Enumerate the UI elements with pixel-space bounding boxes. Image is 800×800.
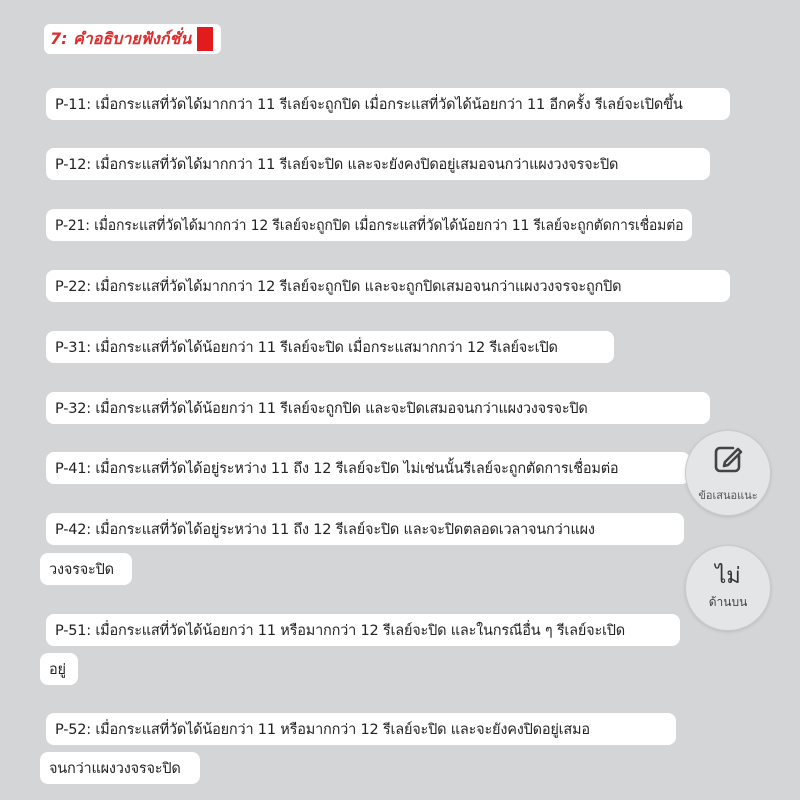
function-item-p41 (46, 452, 690, 484)
feedback-label: ข้อเสนอแนะ (698, 489, 758, 502)
function-text: P-31: เมื่อกระแสที่วัดได้น้อยกว่า 11 รีเลย์จะปิด เมื่อกระแสมากกว่า 12 รีเลย์จะเปิด (55, 339, 558, 356)
function-text: P-52: เมื่อกระแสที่วัดได้น้อยกว่า 11 หรือมากกว่า 12 รีเลย์จะปิด และจะยังคงปิดอยู่เสมอ (55, 721, 590, 738)
function-item-p12 (46, 148, 710, 180)
back-to-top-label: ด้านบน (708, 594, 748, 609)
function-item-p11 (46, 88, 730, 120)
function-item-p51-cont (40, 653, 78, 685)
function-text: P-41: เมื่อกระแสที่วัดได้อยู่ระหว่าง 11 ถึง 12 รีเลย์จะปิด ไม่เช่นนั้นรีเลย์จะถูกตัดการเชื่อมต่อ (55, 460, 619, 477)
function-text: P-11: เมื่อกระแสที่วัดได้มากกว่า 11 รีเลย์จะถูกปิด เมื่อกระแสที่วัดได้น้อยกว่า 11 อีกครั้ง รีเลย์จะเปิดขึ้น (55, 96, 683, 113)
function-text: P-21: เมื่อกระแสที่วัดได้มากกว่า 12 รีเลย์จะถูกปิด เมื่อกระแสที่วัดได้น้อยกว่า 11 รีเลย์จะถูกตัดการเชื่อมต่อ (55, 217, 684, 234)
section-title-text: 7: คำอธิบายฟังก์ชั่น (50, 28, 192, 48)
function-item-p52 (46, 713, 676, 745)
function-item-p51 (46, 614, 680, 646)
back-to-top-main: ไม่ (715, 563, 741, 589)
function-item-p22 (46, 270, 730, 302)
function-item-p32 (46, 392, 710, 424)
section-title (44, 24, 221, 54)
edit-icon (711, 442, 745, 480)
function-text: P-51: เมื่อกระแสที่วัดได้น้อยกว่า 11 หรือมากกว่า 12 รีเลย์จะปิด และในกรณีอื่น ๆ รีเลย์จะเปิด (55, 622, 626, 639)
function-item-p31 (46, 331, 614, 363)
function-item-p42 (46, 513, 684, 545)
function-text: P-22: เมื่อกระแสที่วัดได้มากกว่า 12 รีเลย์จะถูกปิด และจะถูกปิดเสมอจนกว่าแผงวงจรจะถูกปิด (55, 278, 622, 295)
function-item-p21 (46, 209, 692, 241)
function-text: P-32: เมื่อกระแสที่วัดได้น้อยกว่า 11 รีเลย์จะถูกปิด และจะปิดเสมอจนกว่าแผงวงจรจะปิด (55, 400, 588, 417)
feedback-button[interactable] (685, 430, 771, 516)
function-text: อยู่ (49, 661, 66, 678)
function-item-p42-cont (40, 553, 132, 585)
function-item-p52-cont (40, 752, 200, 784)
function-text: P-42: เมื่อกระแสที่วัดได้อยู่ระหว่าง 11 ถึง 12 รีเลย์จะปิด และจะปิดตลอดเวลาจนกว่าแผง (55, 521, 595, 538)
function-text: จนกว่าแผงวงจรจะปิด (49, 760, 181, 777)
back-to-top-button[interactable] (685, 545, 771, 631)
function-text: วงจรจะปิด (49, 561, 114, 578)
red-marker-icon (197, 27, 213, 51)
function-text: P-12: เมื่อกระแสที่วัดได้มากกว่า 11 รีเลย์จะปิด และจะยังคงปิดอยู่เสมอจนกว่าแผงวงจรจะปิด (55, 156, 619, 173)
